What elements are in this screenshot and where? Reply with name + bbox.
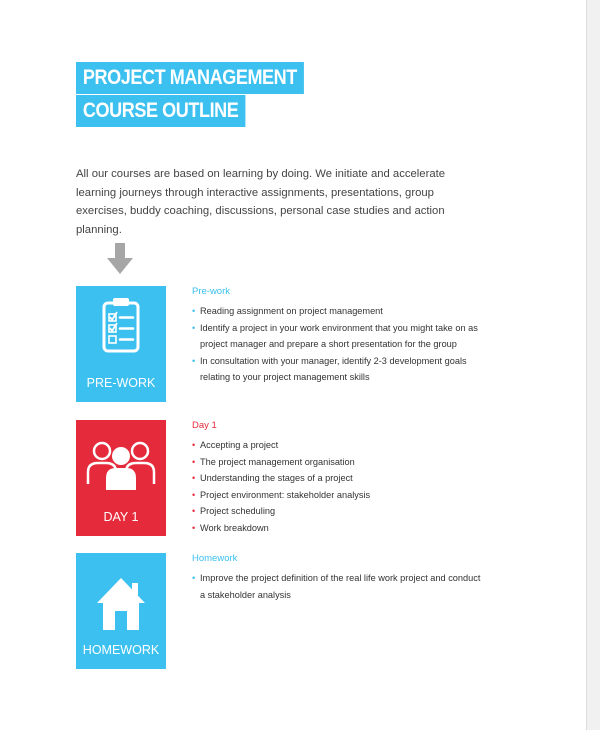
homework-tile: [76, 553, 166, 669]
day1-heading: Day 1: [192, 420, 217, 431]
list-item: • Improve the project definition of the real life work project and conduct a stakeholder analysis: [192, 570, 482, 603]
house-icon: [76, 553, 166, 635]
day1-tile-label: DAY 1: [103, 510, 139, 524]
list-item: • Reading assignment on project management: [192, 303, 482, 320]
list-item: • Project environment: stakeholder analysis: [192, 487, 482, 504]
list-item: • Identify a project in your work environment that you might take on as project manager and prepare a short presentation for the group: [192, 320, 482, 353]
intro-paragraph: All our courses are based on learning by doing. We initiate and accelerate learning journeys through interactive assignments, presentations, group exercises, buddy coaching, discussions, personal case studies and action planning.: [76, 168, 446, 236]
checklist-clipboard-icon: [76, 286, 166, 366]
list-item: • Accepting a project: [192, 437, 482, 454]
day1-tile: [76, 420, 166, 536]
prework-tile-label: PRE-WORK: [86, 376, 156, 390]
homework-heading: Homework: [192, 553, 238, 564]
group-people-icon: [76, 420, 166, 502]
homework-section: [192, 553, 482, 603]
list-item: • Work breakdown: [192, 520, 482, 537]
day1-section: [192, 420, 482, 536]
prework-section: [192, 286, 482, 386]
down-arrow-icon: [107, 243, 133, 275]
title-line-1: PROJECT MANAGEMENT: [76, 62, 304, 94]
list-item: • In consultation with your manager, identify 2-3 development goals relating to your project management skills: [192, 353, 482, 386]
prework-list: [192, 303, 482, 386]
list-item: • Project scheduling: [192, 503, 482, 520]
prework-tile: [76, 286, 166, 402]
homework-tile-label: HOMEWORK: [82, 643, 160, 657]
list-item: • The project management organisation: [192, 454, 482, 471]
list-item: • Understanding the stages of a project: [192, 470, 482, 487]
title-line-2: COURSE OUTLINE: [76, 95, 245, 127]
day1-list: [192, 437, 482, 536]
homework-list: [192, 570, 482, 603]
prework-heading: Pre-work: [192, 286, 231, 297]
